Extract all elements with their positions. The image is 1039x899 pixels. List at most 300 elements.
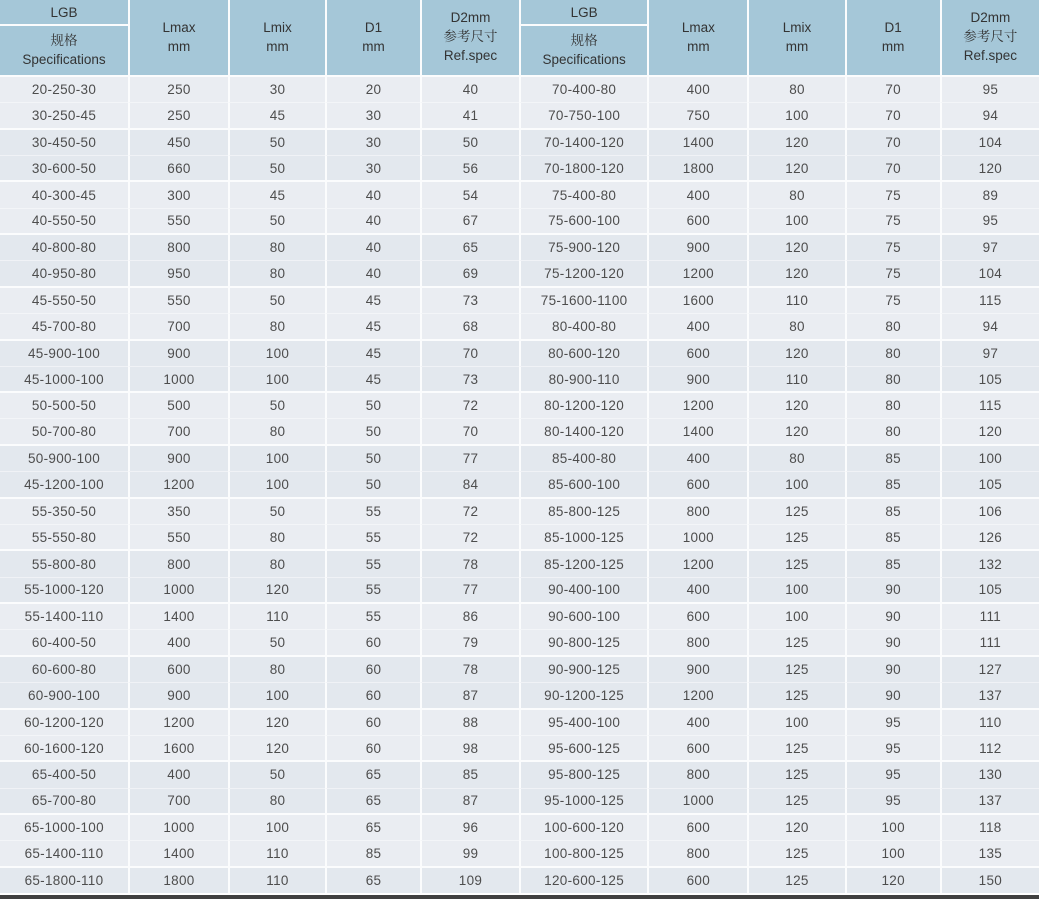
value-cell: 110 xyxy=(228,602,325,629)
spec-cell: 100-600-120 xyxy=(519,813,647,840)
value-cell: 88 xyxy=(420,708,519,735)
header-line: mm xyxy=(167,38,191,54)
table-row xyxy=(0,102,519,128)
value-cell: 120 xyxy=(747,339,844,366)
value-cell: 65 xyxy=(325,760,420,787)
spec-cell: 85-600-100 xyxy=(519,471,647,497)
value-cell: 50 xyxy=(228,391,325,418)
table-row xyxy=(0,788,519,814)
value-cell: 80 xyxy=(845,391,940,418)
spec-cell: 45-700-80 xyxy=(0,313,128,339)
header-spec-middle: 规格 xyxy=(50,33,78,49)
header-line: mm xyxy=(881,38,905,54)
value-cell: 70 xyxy=(845,128,940,155)
value-cell: 1000 xyxy=(647,788,747,814)
value-cell: 250 xyxy=(128,102,228,128)
value-cell: 80 xyxy=(228,524,325,550)
spec-cell: 30-600-50 xyxy=(0,155,128,181)
spec-cell: 75-1600-1100 xyxy=(519,286,647,313)
table-row xyxy=(519,102,1039,128)
value-cell: 85 xyxy=(845,497,940,524)
value-cell: 85 xyxy=(845,471,940,497)
value-cell: 600 xyxy=(647,735,747,761)
value-cell: 120 xyxy=(747,260,844,286)
spec-cell: 65-1400-110 xyxy=(0,840,128,866)
table-row xyxy=(0,366,519,392)
value-cell: 120 xyxy=(940,155,1039,181)
value-cell: 68 xyxy=(420,313,519,339)
value-cell: 1800 xyxy=(647,155,747,181)
spec-cell: 90-800-125 xyxy=(519,629,647,655)
value-cell: 105 xyxy=(940,577,1039,603)
header-col-2 xyxy=(325,0,420,75)
header-line: Ref.spec xyxy=(963,47,1018,63)
spec-cell: 85-800-125 xyxy=(519,497,647,524)
spec-cell: 30-450-50 xyxy=(0,128,128,155)
value-cell: 87 xyxy=(420,682,519,708)
value-cell: 79 xyxy=(420,629,519,655)
value-cell: 85 xyxy=(845,549,940,576)
value-cell: 97 xyxy=(940,339,1039,366)
value-cell: 90 xyxy=(845,629,940,655)
table-row xyxy=(0,339,519,366)
header-spec-column xyxy=(519,0,647,75)
value-cell: 50 xyxy=(420,128,519,155)
spec-cell: 80-900-110 xyxy=(519,366,647,392)
spec-cell: 100-800-125 xyxy=(519,840,647,866)
value-cell: 50 xyxy=(325,444,420,471)
value-cell: 80 xyxy=(747,75,844,102)
table-row xyxy=(519,735,1039,761)
value-cell: 1600 xyxy=(647,286,747,313)
value-cell: 80 xyxy=(747,313,844,339)
value-cell: 95 xyxy=(845,708,940,735)
table-row xyxy=(519,682,1039,708)
table-row xyxy=(0,391,519,418)
header-col-lines xyxy=(942,9,1039,66)
table-row xyxy=(519,840,1039,866)
spec-cell: 70-1800-120 xyxy=(519,155,647,181)
value-cell: 120 xyxy=(228,735,325,761)
table-row xyxy=(0,260,519,286)
table-row xyxy=(519,602,1039,629)
value-cell: 111 xyxy=(940,629,1039,655)
value-cell: 65 xyxy=(325,813,420,840)
header-spec-column xyxy=(0,0,128,75)
value-cell: 95 xyxy=(845,760,940,787)
header-spec-label: Specifications xyxy=(542,51,626,67)
value-cell: 80 xyxy=(845,339,940,366)
value-cell: 72 xyxy=(420,391,519,418)
value-cell: 97 xyxy=(940,233,1039,260)
value-cell: 60 xyxy=(325,708,420,735)
spec-cell: 45-1000-100 xyxy=(0,366,128,392)
value-cell: 400 xyxy=(647,577,747,603)
spec-cell: 95-800-125 xyxy=(519,760,647,787)
value-cell: 130 xyxy=(940,760,1039,787)
value-cell: 85 xyxy=(420,760,519,787)
value-cell: 1000 xyxy=(128,577,228,603)
table-row xyxy=(519,339,1039,366)
spec-cell: 20-250-30 xyxy=(0,75,128,102)
value-cell: 1200 xyxy=(647,549,747,576)
table-row xyxy=(519,524,1039,550)
spec-cell: 75-600-100 xyxy=(519,208,647,234)
value-cell: 400 xyxy=(128,629,228,655)
table-header-left xyxy=(0,0,519,75)
value-cell: 125 xyxy=(747,682,844,708)
value-cell: 77 xyxy=(420,577,519,603)
header-line: mm xyxy=(687,38,710,54)
value-cell: 86 xyxy=(420,602,519,629)
header-spec-top: LGB xyxy=(0,0,128,26)
spec-cell: 95-1000-125 xyxy=(519,788,647,814)
header-col-2 xyxy=(845,0,940,75)
header-line: 参考尺寸 xyxy=(443,29,498,45)
value-cell: 600 xyxy=(647,208,747,234)
value-cell: 94 xyxy=(940,102,1039,128)
value-cell: 800 xyxy=(647,760,747,787)
spec-cell: 75-400-80 xyxy=(519,180,647,207)
value-cell: 120 xyxy=(747,233,844,260)
value-cell: 120 xyxy=(747,418,844,444)
table-row xyxy=(519,260,1039,286)
header-line: Lmax xyxy=(681,19,715,35)
table-row xyxy=(0,233,519,260)
header-spec-bottom xyxy=(0,26,128,75)
value-cell: 400 xyxy=(647,313,747,339)
value-cell: 98 xyxy=(420,735,519,761)
value-cell: 800 xyxy=(647,497,747,524)
header-row xyxy=(0,0,519,75)
value-cell: 40 xyxy=(325,260,420,286)
value-cell: 250 xyxy=(128,75,228,102)
value-cell: 900 xyxy=(647,366,747,392)
spec-cell: 50-900-100 xyxy=(0,444,128,471)
value-cell: 700 xyxy=(128,313,228,339)
value-cell: 50 xyxy=(325,418,420,444)
table-body-left xyxy=(0,75,519,893)
header-spec-middle: 规格 xyxy=(570,33,598,49)
value-cell: 600 xyxy=(647,813,747,840)
value-cell: 67 xyxy=(420,208,519,234)
value-cell: 50 xyxy=(325,391,420,418)
value-cell: 73 xyxy=(420,366,519,392)
table-row xyxy=(519,286,1039,313)
spec-cell: 60-1600-120 xyxy=(0,735,128,761)
value-cell: 900 xyxy=(647,233,747,260)
table-row xyxy=(0,497,519,524)
table-row xyxy=(519,655,1039,682)
value-cell: 110 xyxy=(228,840,325,866)
value-cell: 78 xyxy=(420,655,519,682)
table-row xyxy=(0,155,519,181)
spec-cell: 60-1200-120 xyxy=(0,708,128,735)
table-row xyxy=(0,549,519,576)
value-cell: 550 xyxy=(128,524,228,550)
table-row xyxy=(519,813,1039,840)
value-cell: 400 xyxy=(647,75,747,102)
value-cell: 120 xyxy=(228,708,325,735)
value-cell: 80 xyxy=(228,549,325,576)
value-cell: 45 xyxy=(325,313,420,339)
value-cell: 100 xyxy=(845,813,940,840)
value-cell: 99 xyxy=(420,840,519,866)
value-cell: 94 xyxy=(940,313,1039,339)
value-cell: 600 xyxy=(647,602,747,629)
header-line: D1 xyxy=(364,19,383,35)
header-line: D1 xyxy=(884,19,902,35)
value-cell: 125 xyxy=(747,549,844,576)
table-row xyxy=(0,866,519,893)
value-cell: 120 xyxy=(940,418,1039,444)
value-cell: 100 xyxy=(228,682,325,708)
value-cell: 40 xyxy=(325,233,420,260)
spec-cell: 40-550-50 xyxy=(0,208,128,234)
value-cell: 40 xyxy=(325,208,420,234)
table-row xyxy=(0,418,519,444)
value-cell: 120 xyxy=(747,155,844,181)
spec-cell: 85-400-80 xyxy=(519,444,647,471)
value-cell: 80 xyxy=(228,655,325,682)
value-cell: 125 xyxy=(747,866,844,893)
value-cell: 50 xyxy=(228,208,325,234)
value-cell: 100 xyxy=(845,840,940,866)
value-cell: 100 xyxy=(940,444,1039,471)
spec-cell: 55-1000-120 xyxy=(0,577,128,603)
table-row xyxy=(519,366,1039,392)
page-bottom-rule xyxy=(0,893,1039,899)
table-row xyxy=(519,788,1039,814)
table-row xyxy=(0,128,519,155)
value-cell: 100 xyxy=(747,102,844,128)
spec-cell: 60-900-100 xyxy=(0,682,128,708)
value-cell: 125 xyxy=(747,788,844,814)
value-cell: 75 xyxy=(845,286,940,313)
table-row xyxy=(519,313,1039,339)
spec-cell: 65-1000-100 xyxy=(0,813,128,840)
value-cell: 120 xyxy=(747,128,844,155)
value-cell: 1400 xyxy=(128,602,228,629)
value-cell: 100 xyxy=(747,577,844,603)
value-cell: 69 xyxy=(420,260,519,286)
header-line: Ref.spec xyxy=(443,47,498,63)
spec-cell: 75-900-120 xyxy=(519,233,647,260)
value-cell: 125 xyxy=(747,629,844,655)
value-cell: 100 xyxy=(747,471,844,497)
table-row xyxy=(519,866,1039,893)
header-spec-inner xyxy=(521,0,647,75)
value-cell: 75 xyxy=(845,180,940,207)
value-cell: 126 xyxy=(940,524,1039,550)
value-cell: 60 xyxy=(325,655,420,682)
value-cell: 127 xyxy=(940,655,1039,682)
value-cell: 85 xyxy=(845,444,940,471)
value-cell: 100 xyxy=(228,471,325,497)
table-row xyxy=(0,577,519,603)
value-cell: 45 xyxy=(325,366,420,392)
header-line: mm xyxy=(785,38,809,54)
header-spec-bottom xyxy=(521,26,647,75)
header-col-3 xyxy=(420,0,519,75)
value-cell: 104 xyxy=(940,260,1039,286)
spec-cell: 90-400-100 xyxy=(519,577,647,603)
value-cell: 90 xyxy=(845,682,940,708)
value-cell: 111 xyxy=(940,602,1039,629)
spec-cell: 45-1200-100 xyxy=(0,471,128,497)
table-row xyxy=(0,471,519,497)
value-cell: 73 xyxy=(420,286,519,313)
value-cell: 700 xyxy=(128,788,228,814)
spec-cell: 120-600-125 xyxy=(519,866,647,893)
value-cell: 550 xyxy=(128,208,228,234)
value-cell: 80 xyxy=(747,444,844,471)
table-row xyxy=(519,444,1039,471)
value-cell: 80 xyxy=(228,233,325,260)
header-line: Lmix xyxy=(263,19,292,35)
table-row xyxy=(0,208,519,234)
table-row xyxy=(519,708,1039,735)
value-cell: 800 xyxy=(647,629,747,655)
header-line: mm xyxy=(266,38,289,54)
value-cell: 65 xyxy=(420,233,519,260)
value-cell: 400 xyxy=(647,444,747,471)
header-line: D2mm xyxy=(450,10,491,26)
value-cell: 125 xyxy=(747,760,844,787)
header-col-3 xyxy=(940,0,1039,75)
value-cell: 45 xyxy=(325,339,420,366)
value-cell: 1400 xyxy=(647,128,747,155)
spec-cell: 80-1400-120 xyxy=(519,418,647,444)
value-cell: 20 xyxy=(325,75,420,102)
table-row xyxy=(519,577,1039,603)
table-row xyxy=(0,813,519,840)
value-cell: 55 xyxy=(325,497,420,524)
spec-cell: 80-1200-120 xyxy=(519,391,647,418)
value-cell: 1000 xyxy=(647,524,747,550)
header-col-0 xyxy=(647,0,747,75)
spec-cell: 70-1400-120 xyxy=(519,128,647,155)
value-cell: 100 xyxy=(228,813,325,840)
value-cell: 80 xyxy=(845,418,940,444)
value-cell: 800 xyxy=(128,549,228,576)
value-cell: 750 xyxy=(647,102,747,128)
header-col-lines xyxy=(130,19,228,57)
value-cell: 1000 xyxy=(128,813,228,840)
spec-cell: 60-600-80 xyxy=(0,655,128,682)
header-line: Lmix xyxy=(782,19,812,35)
table-row xyxy=(519,233,1039,260)
header-spec-label: Specifications xyxy=(22,51,106,67)
table-row xyxy=(0,682,519,708)
value-cell: 132 xyxy=(940,549,1039,576)
value-cell: 95 xyxy=(845,788,940,814)
table-row xyxy=(0,840,519,866)
value-cell: 75 xyxy=(845,208,940,234)
value-cell: 56 xyxy=(420,155,519,181)
value-cell: 41 xyxy=(420,102,519,128)
table-row xyxy=(0,629,519,655)
value-cell: 400 xyxy=(647,180,747,207)
table-row xyxy=(0,524,519,550)
table-row xyxy=(0,708,519,735)
value-cell: 1400 xyxy=(647,418,747,444)
spec-cell: 65-1800-110 xyxy=(0,866,128,893)
header-col-lines xyxy=(422,9,519,66)
spec-table-right xyxy=(519,0,1039,893)
value-cell: 110 xyxy=(228,866,325,893)
value-cell: 1200 xyxy=(647,260,747,286)
table-row xyxy=(519,760,1039,787)
value-cell: 300 xyxy=(128,180,228,207)
value-cell: 90 xyxy=(845,602,940,629)
value-cell: 55 xyxy=(325,549,420,576)
value-cell: 900 xyxy=(128,444,228,471)
value-cell: 60 xyxy=(325,735,420,761)
value-cell: 110 xyxy=(940,708,1039,735)
value-cell: 80 xyxy=(228,788,325,814)
value-cell: 80 xyxy=(747,180,844,207)
value-cell: 100 xyxy=(747,708,844,735)
spec-cell: 55-350-50 xyxy=(0,497,128,524)
value-cell: 800 xyxy=(647,840,747,866)
value-cell: 1800 xyxy=(128,866,228,893)
table-row xyxy=(0,75,519,102)
spec-cell: 40-300-45 xyxy=(0,180,128,207)
spec-cell: 70-400-80 xyxy=(519,75,647,102)
table-row xyxy=(0,602,519,629)
value-cell: 125 xyxy=(747,497,844,524)
value-cell: 65 xyxy=(325,866,420,893)
value-cell: 55 xyxy=(325,577,420,603)
header-line: 参考尺寸 xyxy=(963,29,1018,45)
table-row xyxy=(519,497,1039,524)
table-row xyxy=(519,128,1039,155)
header-spec-inner xyxy=(0,0,128,75)
value-cell: 60 xyxy=(325,682,420,708)
value-cell: 50 xyxy=(325,471,420,497)
value-cell: 55 xyxy=(325,602,420,629)
value-cell: 70 xyxy=(845,155,940,181)
value-cell: 118 xyxy=(940,813,1039,840)
spec-cell: 85-1200-125 xyxy=(519,549,647,576)
value-cell: 30 xyxy=(228,75,325,102)
table-row xyxy=(0,286,519,313)
value-cell: 72 xyxy=(420,524,519,550)
table-row xyxy=(0,655,519,682)
value-cell: 90 xyxy=(845,655,940,682)
value-cell: 125 xyxy=(747,840,844,866)
table-row xyxy=(519,208,1039,234)
spec-cell: 95-400-100 xyxy=(519,708,647,735)
table-row xyxy=(519,391,1039,418)
table-body-right xyxy=(519,75,1039,893)
value-cell: 600 xyxy=(647,339,747,366)
spec-cell: 95-600-125 xyxy=(519,735,647,761)
value-cell: 600 xyxy=(128,655,228,682)
value-cell: 500 xyxy=(128,391,228,418)
spec-cell: 90-1200-125 xyxy=(519,682,647,708)
value-cell: 80 xyxy=(228,260,325,286)
value-cell: 1200 xyxy=(128,708,228,735)
value-cell: 60 xyxy=(325,629,420,655)
value-cell: 800 xyxy=(128,233,228,260)
header-col-lines xyxy=(847,19,940,57)
value-cell: 70 xyxy=(845,102,940,128)
table-row xyxy=(0,760,519,787)
table-row xyxy=(0,444,519,471)
header-col-lines xyxy=(230,19,325,57)
